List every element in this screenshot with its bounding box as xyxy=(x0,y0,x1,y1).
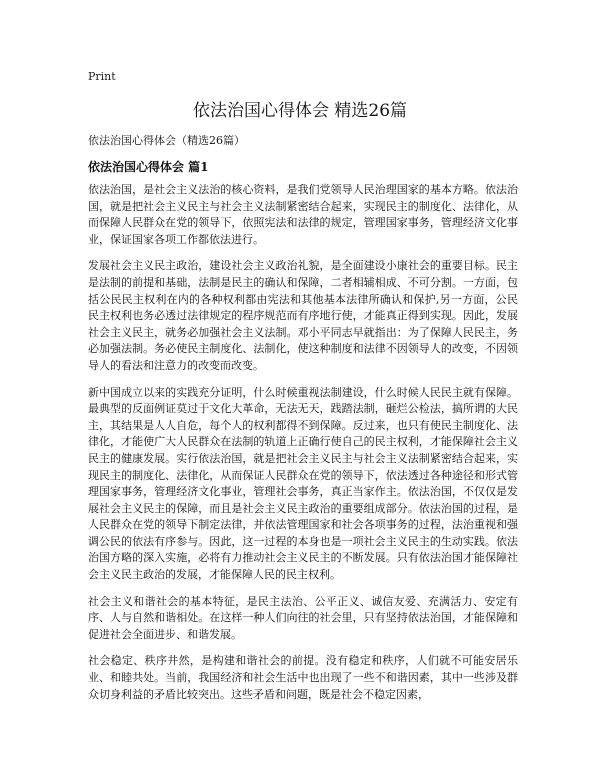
article-body xyxy=(88,182,518,713)
document-subtitle: 依法治国心得体会（精选26篇） xyxy=(88,134,245,147)
paragraph: 发展社会主义民主政治，建设社会主义政治礼貌，是全面建设小康社会的重要目标。民主是法制的前提和基础，法制是民主的确认和保障，二者相辅相成、不可分割。一方面，包括公民民主权利在内的各种权利都由宪法和其他基本法律所确认和保护,另一方面，公民民主权利也务必透过法律规定的程序规范而有序地行使，才能真正得到实现。因此，发展社会主义民主，就务必加强社会主义法制。邓小平同志早就指出：为了保障人民民主，务必加强法制。务必使民主制度化、法制化，使这种制度和法律不因领导人的改变，不因领导人的看法和注意力的改变而改变。 xyxy=(88,259,518,372)
page-title: 依法治国心得体会 精选26篇 xyxy=(192,101,408,121)
paragraph: 社会稳定、秩序井然，是构建和谐社会的前提。没有稳定和秩序，人们就不可能安居乐业、和睦共处。当前，我国经济和社会生活中也出现了一些不和谐因素，其中一些涉及群众切身利益的矛盾比较突出。这些矛盾和问题，既是社会不稳定因素， xyxy=(88,654,518,701)
section-heading: 依法治国心得体会 篇1 xyxy=(88,160,209,174)
paragraph: 新中国成立以来的实践充分证明，什么时候重视法制建设，什么时候人民民主就有保障。最典型的反面例证莫过于文化大革命，无法无天，践踏法制，砸烂公检法，搞所谓的大民主，其结果是人人自危，每个人的权利都得不到保障。反过来，也只有使民主制度化、法律化，才能使广大人民群众在法制的轨道上正确行使自己的民主权利，才能保障社会主义民主的健康发展。实行依法治国，就是把社会主义民主与社会主义法制紧密结合起来，实现民主的制度化、法律化，从而保证人民群众在党的领导下，依法透过各种途径和形式管理国家事务，管理经济文化事业，管理社会事务，真正当家作主。依法治国，不仅仅是发展社会主义民主的保障，而且是社会主义民主政治的重要组成部分。依法治国的过程，是人民群众在党的领导下制定法律，并依法管理国家和社会各项事务的过程，法治重视和强调公民的依法有序参与。因此，这一过程的本身也是一项社会主义民主的生动实践。依法治国方略的深入实施，必将有力推动社会主义民主的不断发展。只有依法治国才能保障社会主义民主政治的发展，才能保障人民的民主权利。 xyxy=(88,385,518,582)
paragraph: 社会主义和谐社会的基本特征，是民主法治、公平正义、诚信友爱、充满活力、安定有序、人与自然和谐相处。在这样一种人们向往的社会里，只有坚持依法治国，才能保障和促进社会全面进步、和谐发展。 xyxy=(88,594,518,641)
print-link[interactable]: Print xyxy=(88,70,116,83)
paragraph: 依法治国，是社会主义法治的核心资料，是我们党领导人民治理国家的基本方略。依法治国，就是把社会主义民主与社会主义法制紧密结合起来，实现民主的制度化、法律化，从而保障人民群众在党的领导下，依照宪法和法律的规定，管理国家事务，管理经济文化事业，保证国家各项工作都依法进行。 xyxy=(88,183,518,246)
